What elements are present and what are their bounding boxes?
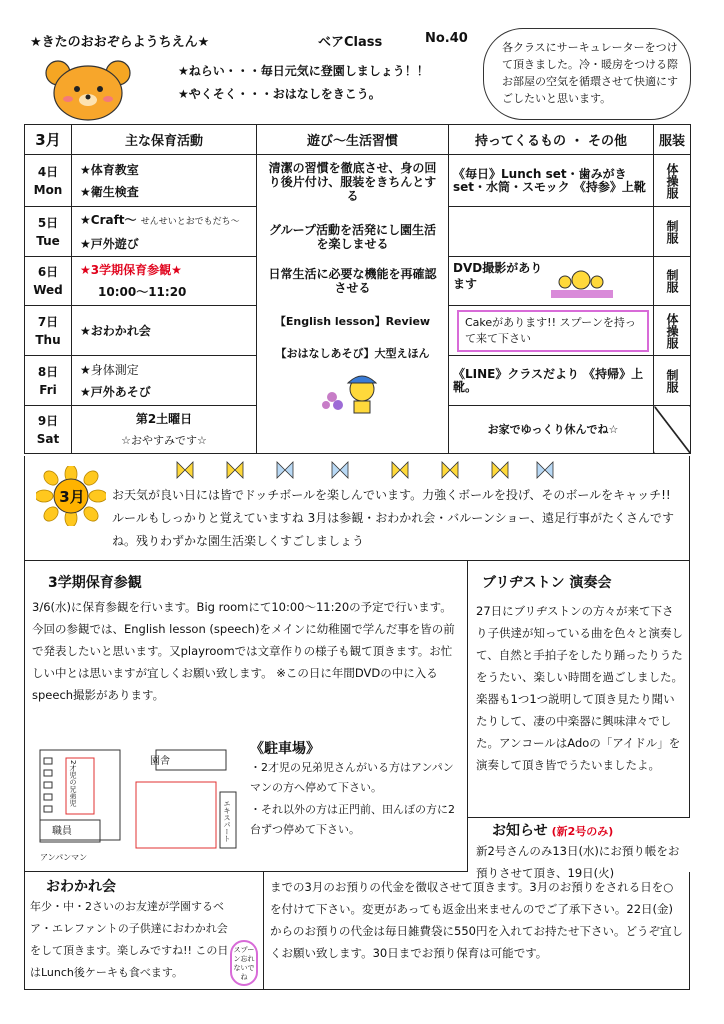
parking-note-2: ・それ以外の方は正門前、田んぼの方に2台ずつ停めて下さい。 (250, 803, 455, 836)
class-name: ベアClass (318, 35, 383, 50)
issue-number: No.40 (425, 31, 468, 46)
child-with-flowers-illustration (318, 367, 388, 417)
table-row-date: 7日 Thu (25, 306, 72, 356)
map-label-anpanman: アンパンマン (40, 853, 88, 862)
march-badge-label: 3月 (59, 488, 85, 506)
table-row-date: 4日 Mon (25, 155, 72, 207)
parking-note-1: ・2才児の兄弟児さんがいる方はアンパンマンの方へ停めて下さい。 (250, 761, 454, 794)
parking-title: 《駐車場》 (250, 741, 320, 757)
clothes-thu: 体操服 (654, 306, 691, 356)
march-message-text: お天気が良い日には皆でドッチボールを楽しんでいます。力強くボールを投げ、そのボールをキャッチ!! ルールもしっかりと覚えていますね 3月は参観・おわかれ会・バルーンショー、遠足行事がたくさんですね。残りわずかな園生活楽しくすごしましょう (112, 488, 674, 548)
play-habits-cell: 清潔の習慣を徹底させ、身の回り後片付け、服装をきちんとする グループ活動を活発にし園生活を楽しませる 日常生活に必要な機能を再確認させる 【English lesson】Review 【おはなしあそび】大型えほん (257, 155, 449, 454)
map-label-expert: エキスパート (223, 800, 231, 842)
clothes-tue: 制服 (654, 207, 691, 257)
bring-items-thu (449, 306, 654, 356)
butterflies-decoration-icon (175, 458, 555, 482)
header-clothes: 服装 (654, 125, 691, 155)
bring-items-sat: お家でゆっくり休んでね☆ (449, 406, 654, 454)
header-activity: 主な保育活動 (72, 125, 257, 155)
farewell-text: 年少・中・2さいのお友達が学園するベア・エレファントの子供達におわかれ会をして頂きます。楽しみですね!! この日はLunch後ケーキも食べます。 (30, 900, 229, 979)
aim-text: ★ねらい・・・毎日元気に登園しましょう！！ (178, 64, 429, 78)
info-title: お知らせ (新2号のみ) (492, 823, 614, 839)
map-label-school: 園舎 (150, 756, 170, 767)
header-play: 遊び～生活習慣 (257, 125, 449, 155)
table-row-activity: ★体育教室 ★衛生検査 (72, 155, 257, 207)
fees-text: までの3月のお預りの代金を徴収させて頂きます。3月のお預りをされる日を○を付けて下さい。変更があっても返金出来ませんのでご了承下さい。22日(金)からのお預りの代金は毎日雑費袋に550円を入れてお持たせ下さい。どうぞ宜しくお願い致します。30日までお預り保育は可能です。 (270, 880, 683, 960)
table-row-activity: ★おわかれ会 (72, 306, 257, 356)
farewell-title: おわかれ会 (46, 879, 116, 895)
table-row-activity: ★身体測定 ★戸外あそび (72, 356, 257, 406)
header-bring: 持ってくるもの ・ その他 (449, 125, 654, 155)
clothes-fri: 制服 (654, 356, 691, 406)
bird-banner-illustration (547, 266, 617, 302)
table-row-activity: 第2土曜日 ☆おやすみです☆ (72, 406, 257, 454)
info-text: 新2号さんのみ13日(水)にお預り帳をお預りさせて頂き、19日(火) (476, 844, 680, 880)
weekly-schedule-table (24, 124, 691, 454)
clothes-wed: 制服 (654, 257, 691, 306)
table-row-date: 8日 Fri (25, 356, 72, 406)
table-row-date: 9日 Sat (25, 406, 72, 454)
table-row-activity: ★3学期保育参観★ 10:00～11:20 (72, 257, 257, 306)
bring-items-mon: 《毎日》Lunch set・歯みがきset・水筒・スモック 《持参》上靴 (449, 155, 654, 207)
concert-text: 27日にブリヂストンの方々が来て下さり子供達が知っている曲を色々と演奏して、自然と手拍子をしたり踊ったりうたをうたい、楽しい時間を過ごしました。楽器も1つ1つ説明して頂き見たり聞いたりして、凄の中楽器に興味津々でした。アンコールはAdoの「アイドル」を演奏して頂き皆でうたいましたよ。 (476, 604, 683, 772)
spoon-reminder-bubble: スプーン忘れないでね (230, 940, 258, 986)
cake-notice-box: Cakeがあります!! スプーンを持って来て下さい (457, 310, 649, 352)
month-label: 3月 (25, 125, 72, 155)
school-name: ★きたのおおぞらようちえん★ (30, 35, 210, 50)
map-label-staff: 職員 (52, 826, 72, 837)
table-row-date: 6日 Wed (25, 257, 72, 306)
table-row-date: 5日 Tue (25, 207, 72, 257)
bring-items-fri: 《LINE》クラスだより 《持帰》上靴。 (449, 356, 654, 406)
bear-face-illustration (40, 55, 140, 121)
bring-items-wed: DVD撮影があります (449, 257, 654, 306)
table-row-activity: ★Craft～ せんせいとおでもだち～ ★戸外遊び (72, 207, 257, 257)
map-label-siblings: 2才児の兄弟児 (69, 760, 77, 807)
promise-text: ★やくそく・・・おはなしをきこう。 (178, 87, 381, 101)
visit-title: 3学期保育参観 (48, 575, 142, 591)
concert-title: ブリヂストン 演奏会 (482, 575, 612, 591)
circulator-notice: 各クラスにサーキュレーターをつけて頂きました。冷・暖房をつける際お部屋の空気を循環させて快適にすごしたいと思います。 (483, 28, 691, 120)
clothes-sat-empty (654, 406, 691, 454)
visit-text: 3/6(水)に保育参観を行います。Big roomにて10:00～11:20の予定で行います。今回の参観では、English lesson (speech)をメインに幼稚園で学んだ事を皆の前で発表したいと思います。又playroomでは文章作りの様子も観て頂きます。お忙しい中とは思いますが宜しくお願い致します。 ※この日に年間DVDの中に入るspeech撮影があります。 (32, 600, 455, 702)
bring-items-tue (449, 207, 654, 257)
clothes-mon: 体操服 (654, 155, 691, 207)
